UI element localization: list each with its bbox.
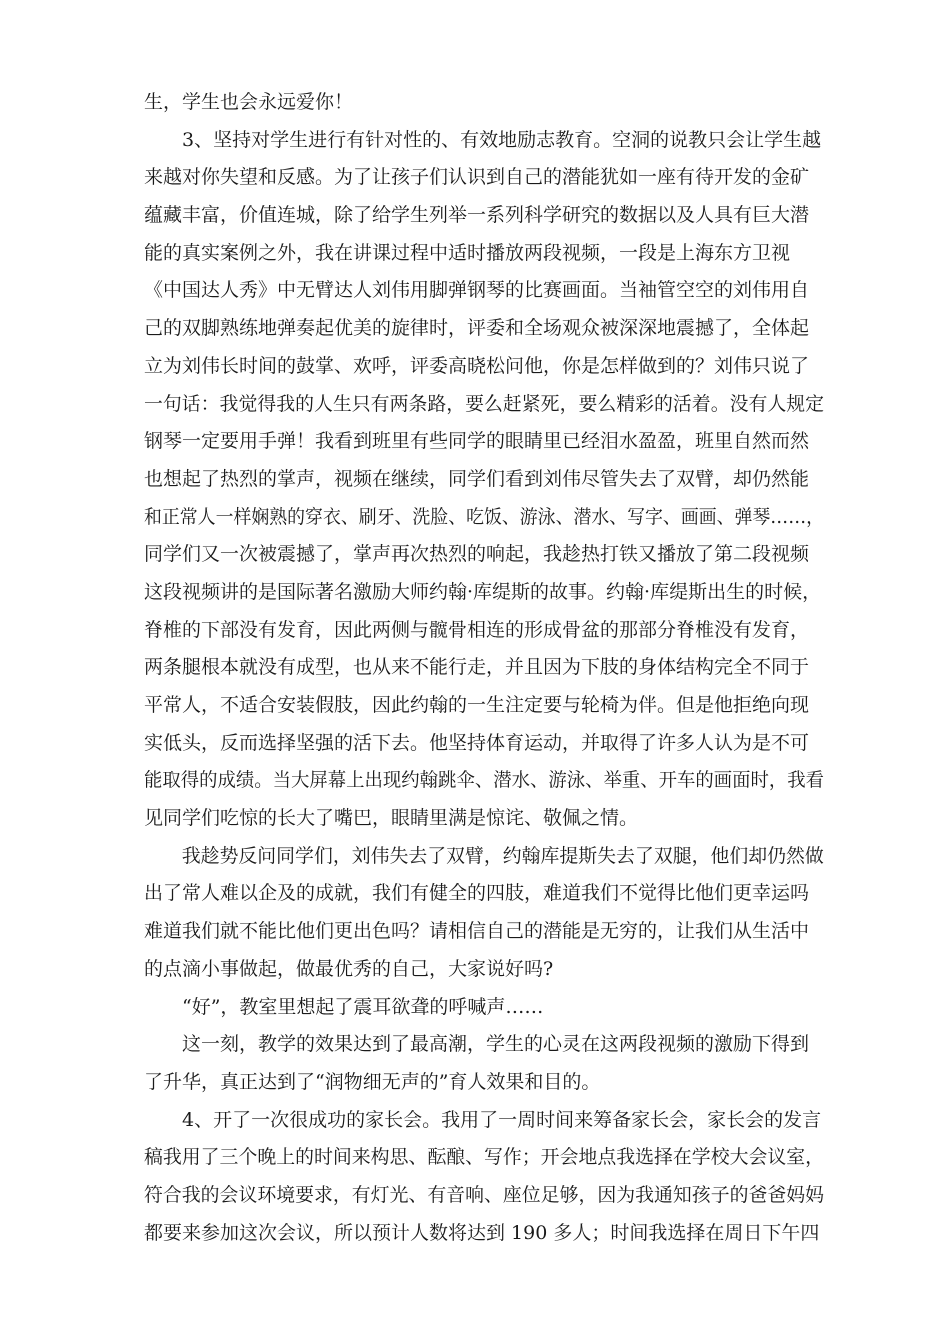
- text-line: 出了常人难以企及的成就，我们有健全的四肢，难道我们不觉得比他们更幸运吗: [144, 882, 810, 905]
- text-line: 脊椎的下部没有发育，因此两侧与髋骨相连的形成骨盆的那部分脊椎没有发育，: [144, 618, 810, 641]
- text-line: 能取得的成绩。当大屏幕上出现约翰跳伞、潜水、游泳、举重、开车的画面时，我看: [144, 769, 825, 792]
- text-line: 来越对你失望和反感。为了让孩子们认识到自己的潜能犹如一座有待开发的金矿: [144, 166, 810, 189]
- text-line: 了升华，真正达到了“润物细无声的”育人效果和目的。: [144, 1070, 601, 1093]
- text-line: 稿我用了三个晚上的时间来构思、酝酿、写作；开会地点我选择在学校大会议室，: [144, 1146, 825, 1169]
- text-line: 我趁势反问同学们，刘伟失去了双臂，约翰库提斯失去了双腿，他们却仍然做: [181, 844, 824, 867]
- text-line: 见同学们吃惊的长大了嘴巴，眼睛里满是惊诧、敬佩之情。: [144, 807, 639, 830]
- text-line: 能的真实案例之外，我在讲课过程中适时播放两段视频，一段是上海东方卫视: [144, 241, 791, 264]
- text-line: 和正常人一样娴熟的穿衣、刷牙、洗脸、吃饭、游泳、潜水、写字、画画、弹琴……，: [144, 505, 824, 528]
- document-body: [144, 84, 824, 1252]
- text-line: 立为刘伟长时间的鼓掌、欢呼，评委高晓松问他，你是怎样做到的？刘伟只说了: [144, 354, 810, 377]
- text-line: 符合我的会议环境要求，有灯光、有音响、座位足够，因为我通知孩子的爸爸妈妈: [144, 1183, 825, 1206]
- text-line: 平常人，不适合安装假肢，因此约翰的一生注定要与轮椅为伴。但是他拒绝向现: [144, 694, 810, 716]
- text-line: 难道我们就不能比他们更出色吗？请相信自己的潜能是无穷的，让我们从生活中: [144, 920, 810, 943]
- text-line: 这一刻，教学的效果达到了最高潮，学生的心灵在这两段视频的激励下得到: [182, 1033, 810, 1056]
- text-line: 这段视频讲的是国际著名激励大师约翰·库缇斯的故事。约翰·库缇斯出生的时候，: [144, 580, 822, 603]
- text-line: 实低头，反而选择坚强的活下去。他坚持体育运动，并取得了许多人认为是不可: [144, 731, 810, 754]
- text-line: 也想起了热烈的掌声，视频在继续，同学们看到刘伟尽管失去了双臂，却仍然能: [144, 467, 810, 490]
- text-line: 的点滴小事做起，做最优秀的自己，大家说好吗?: [144, 957, 554, 980]
- text-line: 两条腿根本就没有成型，也从来不能行走，并且因为下肢的身体结构完全不同于: [144, 656, 810, 679]
- text-line: “好”，教室里想起了震耳欲聋的呼喊声……: [182, 995, 544, 1018]
- text-line: 生，学生也会永远爱你！: [144, 91, 354, 113]
- text-line: 4、开了一次很成功的家长会。我用了一周时间来筹备家长会，家长会的发言: [182, 1108, 822, 1131]
- text-line: 《中国达人秀》中无臂达人刘伟用脚弹钢琴的比赛画面。当袖管空空的刘伟用自: [144, 279, 810, 302]
- text-line: 己的双脚熟练地弹奏起优美的旋律时，评委和全场观众被深深地震撼了，全体起: [144, 317, 810, 340]
- text-line: 3、坚持对学生进行有针对性的、有效地励志教育。空洞的说教只会让学生越: [182, 128, 822, 151]
- text-line: 都要来参加这次会议，所以预计人数将达到 190 多人；时间我选择在周日下午四: [144, 1221, 820, 1244]
- text-line: 同学们又一次被震撼了，掌声再次热烈的响起，我趁热打铁又播放了第二段视频: [144, 543, 810, 566]
- text-line: 一句话：我觉得我的人生只有两条路，要么赶紧死，要么精彩的活着。没有人规定: [144, 392, 825, 415]
- text-line: 蕴藏丰富，价值连城，除了给学生列举一系列科学研究的数据以及人具有巨大潜: [144, 204, 810, 227]
- text-line: 钢琴一定要用手弹！我看到班里有些同学的眼睛里已经泪水盈盈，班里自然而然: [144, 430, 810, 453]
